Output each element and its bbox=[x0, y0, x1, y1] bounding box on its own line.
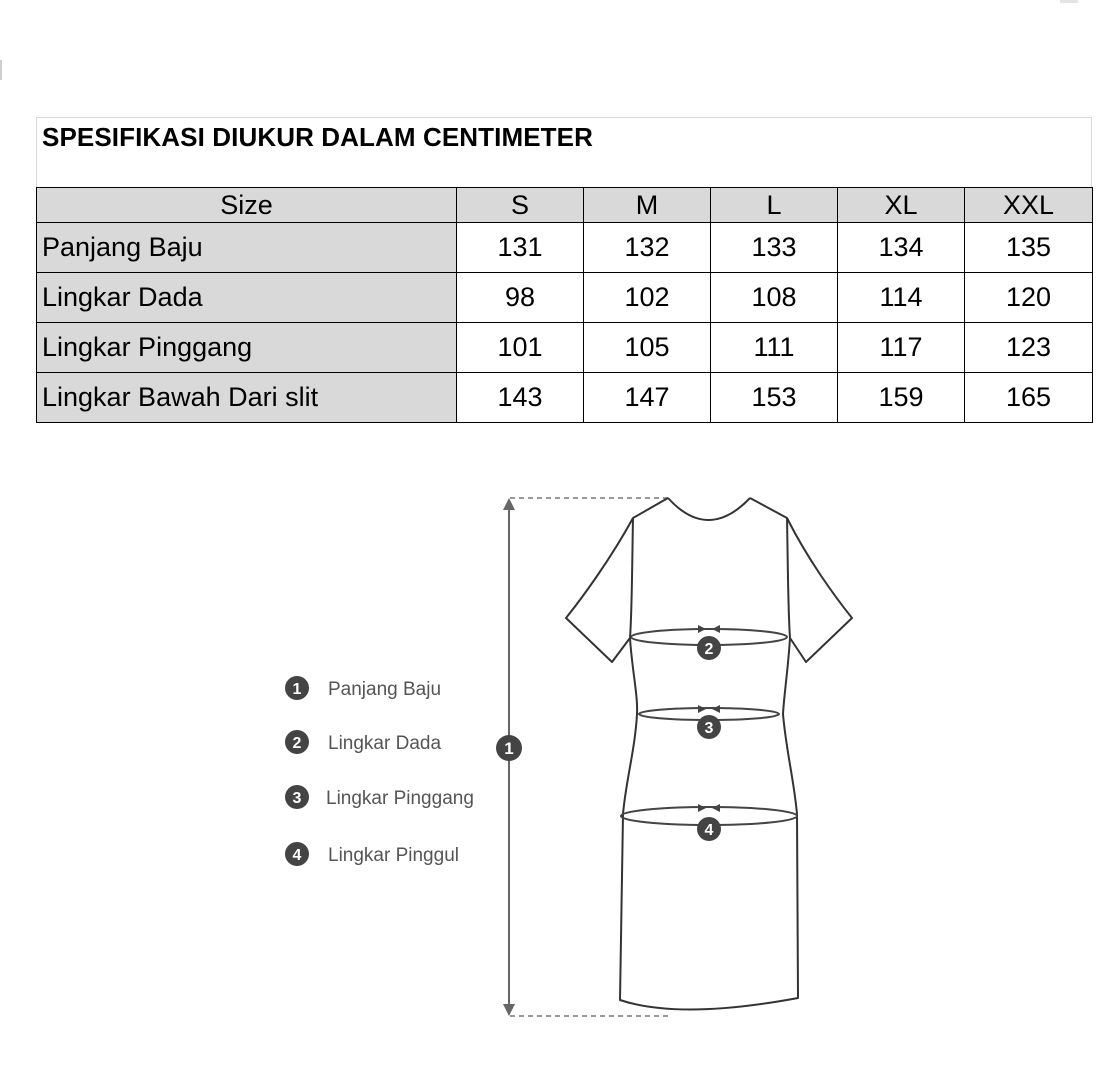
legend-label: Lingkar Dada bbox=[328, 733, 442, 754]
table-cell: 165 bbox=[965, 373, 1093, 423]
chest-measure bbox=[631, 625, 787, 660]
table-cell: 111 bbox=[711, 323, 838, 373]
table-cell: 108 bbox=[711, 273, 838, 323]
legend-number: 4 bbox=[292, 847, 302, 864]
waist-measure bbox=[639, 705, 779, 739]
table-row bbox=[37, 373, 1093, 423]
legend-item bbox=[285, 730, 441, 754]
hip-arrow-right bbox=[712, 804, 720, 812]
header-size-m: M bbox=[584, 188, 711, 223]
table-row bbox=[37, 323, 1093, 373]
legend-number: 2 bbox=[292, 735, 302, 752]
waist-arrow-left bbox=[698, 705, 706, 713]
neckline bbox=[668, 498, 750, 520]
arrow-up-head bbox=[503, 498, 515, 510]
dress-body bbox=[620, 498, 798, 1010]
table-cell: 159 bbox=[838, 373, 965, 423]
table-cell: 143 bbox=[457, 373, 584, 423]
row-label: Lingkar Bawah Dari slit bbox=[37, 373, 457, 423]
table-cell: 120 bbox=[965, 273, 1093, 323]
table-cell: 114 bbox=[838, 273, 965, 323]
table-cell: 135 bbox=[965, 223, 1093, 273]
table-row bbox=[37, 223, 1093, 273]
chest-arrow-left bbox=[698, 625, 706, 633]
edge-mark bbox=[0, 60, 2, 80]
row-label: Panjang Baju bbox=[37, 223, 457, 273]
table-header-row bbox=[37, 188, 1093, 223]
table-cell: 102 bbox=[584, 273, 711, 323]
row-label: Lingkar Dada bbox=[37, 273, 457, 323]
length-marker-number: 1 bbox=[504, 739, 514, 758]
spec-title-box bbox=[36, 117, 1092, 187]
spec-title: SPESIFIKASI DIUKUR DALAM CENTIMETER bbox=[42, 122, 593, 152]
legend-label: Lingkar Pinggang bbox=[326, 788, 474, 809]
size-spec-section bbox=[36, 117, 1092, 423]
waist-marker-number: 3 bbox=[704, 720, 714, 737]
arrow-down-head bbox=[503, 1004, 515, 1016]
hip-arrow-left bbox=[698, 804, 706, 812]
hip-measure bbox=[621, 804, 797, 841]
header-size-xxl: XXL bbox=[965, 188, 1093, 223]
table-cell: 123 bbox=[965, 323, 1093, 373]
dress-measurement-diagram bbox=[260, 480, 880, 1040]
header-size-s: S bbox=[457, 188, 584, 223]
table-row bbox=[37, 273, 1093, 323]
legend-number: 1 bbox=[292, 681, 302, 698]
header-size-xl: XL bbox=[838, 188, 965, 223]
legend-item bbox=[285, 676, 441, 700]
length-guide bbox=[496, 498, 668, 1016]
legend-item bbox=[285, 842, 459, 866]
waist-arrow-right bbox=[712, 705, 720, 713]
legend bbox=[285, 676, 474, 866]
edge-mark-top bbox=[1060, 0, 1078, 3]
table-cell: 132 bbox=[584, 223, 711, 273]
table-cell: 153 bbox=[711, 373, 838, 423]
hip-marker-number: 4 bbox=[704, 822, 714, 839]
right-sleeve bbox=[787, 518, 852, 662]
legend-label: Panjang Baju bbox=[328, 679, 442, 700]
header-size-l: L bbox=[711, 188, 838, 223]
table-cell: 147 bbox=[584, 373, 711, 423]
legend-number: 3 bbox=[292, 790, 302, 807]
header-size-label: Size bbox=[37, 188, 457, 223]
left-sleeve bbox=[566, 518, 633, 662]
chest-arrow-right bbox=[712, 625, 720, 633]
table-cell: 105 bbox=[584, 323, 711, 373]
table-cell: 98 bbox=[457, 273, 584, 323]
row-label: Lingkar Pinggang bbox=[37, 323, 457, 373]
legend-label: Lingkar Pinggul bbox=[328, 845, 459, 866]
table-cell: 131 bbox=[457, 223, 584, 273]
table-cell: 133 bbox=[711, 223, 838, 273]
dress-outline bbox=[566, 498, 852, 1010]
size-table bbox=[36, 187, 1093, 423]
table-cell: 101 bbox=[457, 323, 584, 373]
legend-item bbox=[285, 785, 474, 809]
chest-marker-number: 2 bbox=[704, 641, 714, 658]
table-cell: 134 bbox=[838, 223, 965, 273]
table-cell: 117 bbox=[838, 323, 965, 373]
dress-diagram-svg bbox=[260, 480, 880, 1040]
